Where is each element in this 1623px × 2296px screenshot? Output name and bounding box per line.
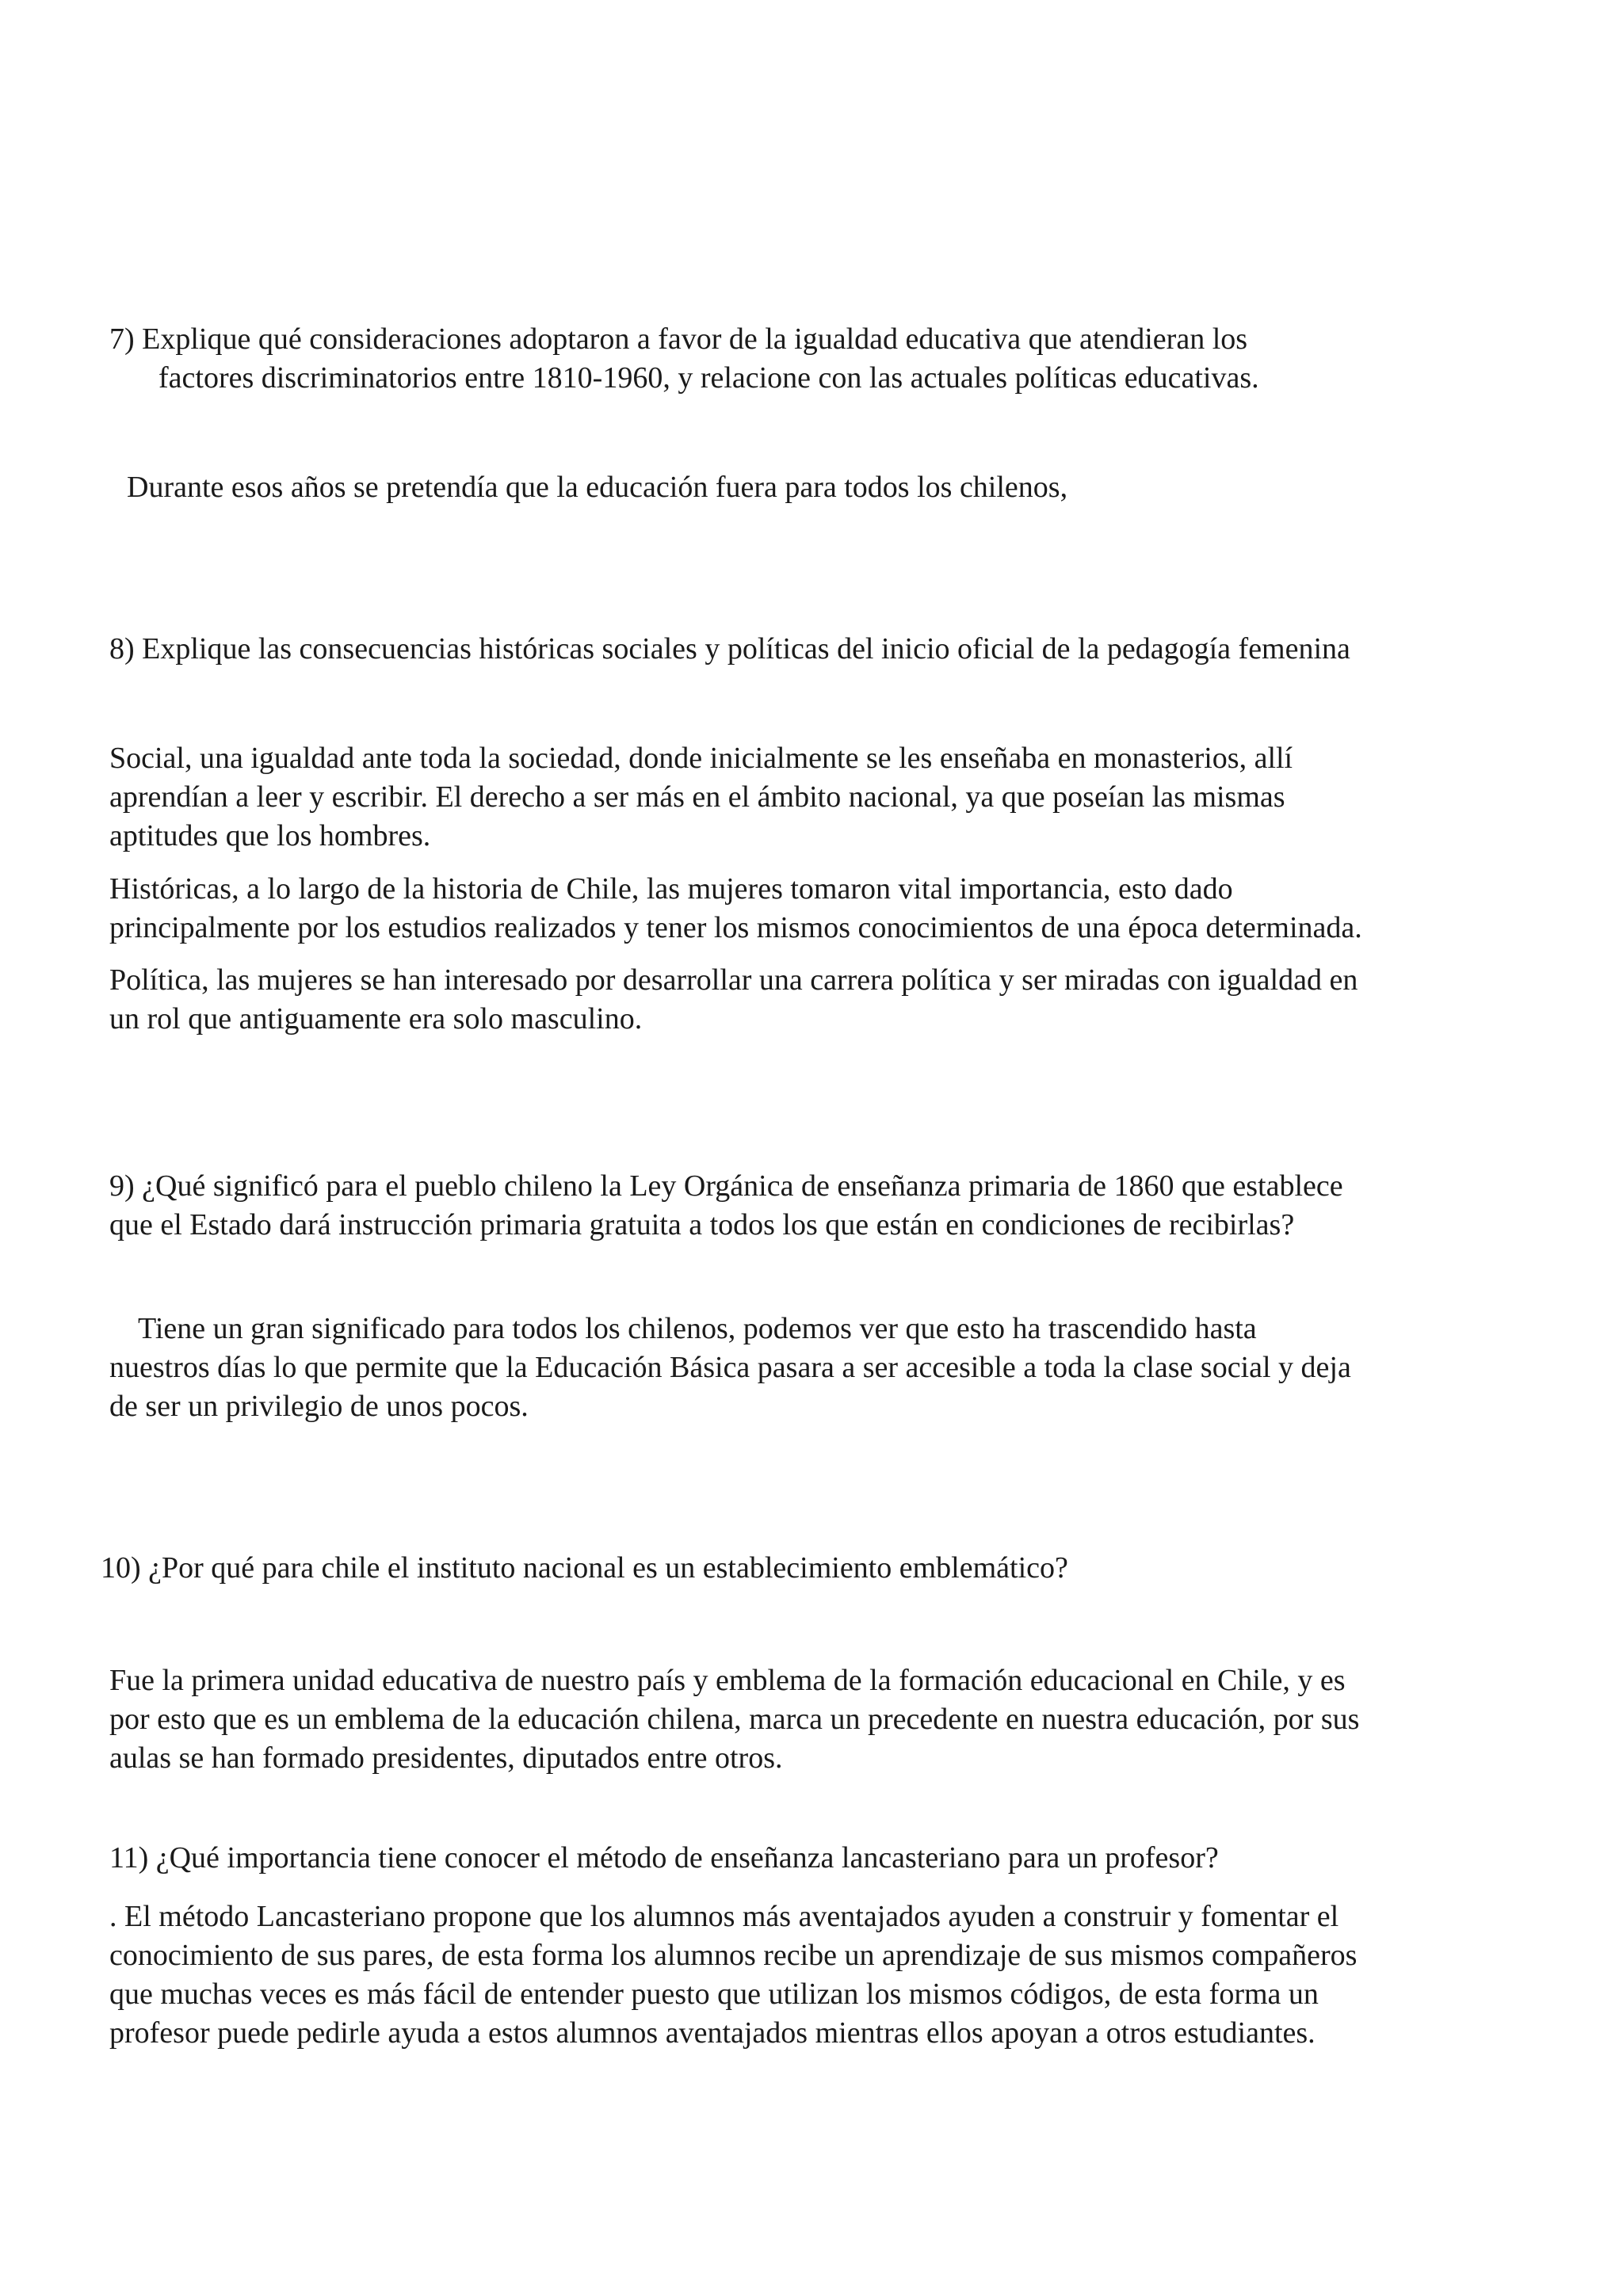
line: por esto que es un emblema de la educación chilena, marca un precedente en nuestra educación, por sus <box>109 1703 1360 1736</box>
line: Fue la primera unidad educativa de nuestro país y emblema de la formación educacional en Chile, y es <box>109 1664 1346 1697</box>
answer-11 <box>109 1897 1357 2053</box>
question-9 <box>109 1167 1343 1245</box>
line: que muchas veces es más fácil de entender puesto que utilizan los mismos códigos, de esta forma un <box>109 1978 1319 2011</box>
line: aprendían a leer y escribir. El derecho a ser más en el ámbito nacional, ya que poseían las mismas <box>109 780 1285 814</box>
question-11 <box>109 1839 1219 1878</box>
answer-7 <box>127 468 1067 507</box>
line: nuestros días lo que permite que la Educación Básica pasara a ser accesible a toda la clase social y deja <box>109 1351 1351 1384</box>
line: 8) Explique las consecuencias históricas sociales y políticas del inicio oficial de la pedagogía femenina <box>109 632 1350 666</box>
line: . El método Lancasteriano propone que los alumnos más aventajados ayuden a construir y fomentar el <box>109 1900 1339 1933</box>
line: aulas se han formado presidentes, diputados entre otros. <box>109 1741 783 1775</box>
line: Tiene un gran significado para todos los chilenos, podemos ver que esto ha trascendido hasta <box>138 1312 1257 1345</box>
line: Social, una igualdad ante toda la sociedad, donde inicialmente se les enseñaba en monasterios, allí <box>109 742 1293 775</box>
answer-8-social <box>109 739 1293 856</box>
line: 9) ¿Qué significó para el pueblo chileno la Ley Orgánica de enseñanza primaria de 1860 que establece <box>109 1169 1343 1203</box>
line: Política, las mujeres se han interesado por desarrollar una carrera política y ser miradas con igualdad en <box>109 963 1358 997</box>
line: profesor puede pedirle ayuda a estos alumnos aventajados mientras ellos apoyan a otros estudiantes. <box>109 2016 1316 2050</box>
line: 7) Explique qué consideraciones adoptaron a favor de la igualdad educativa que atendieran los <box>109 322 1248 356</box>
line: de ser un privilegio de unos pocos. <box>109 1390 529 1423</box>
answer-10 <box>109 1661 1359 1778</box>
line: principalmente por los estudios realizados y tener los mismos conocimientos de una época determinada. <box>109 911 1362 944</box>
line: factores discriminatorios entre 1810-1960, y relacione con las actuales políticas educativas. <box>158 361 1259 395</box>
answer-8-historicas <box>109 870 1362 948</box>
line: que el Estado dará instrucción primaria gratuita a todos los que están en condiciones de recibirlas? <box>109 1208 1295 1241</box>
line: conocimiento de sus pares, de esta forma los alumnos recibe un aprendizaje de sus mismos compañeros <box>109 1939 1358 1972</box>
line: Durante esos años se pretendía que la educación fuera para todos los chilenos, <box>127 471 1068 504</box>
line: aptitudes que los hombres. <box>109 819 431 852</box>
answer-9 <box>109 1310 1351 1426</box>
line: Históricas, a lo largo de la historia de Chile, las mujeres tomaron vital importancia, esto dado <box>109 872 1233 906</box>
line: 11) ¿Qué importancia tiene conocer el método de enseñanza lancasteriano para un profesor? <box>109 1841 1219 1875</box>
answer-8-politica <box>109 961 1358 1039</box>
line: 10) ¿Por qué para chile el instituto nacional es un establecimiento emblemático? <box>101 1551 1068 1585</box>
question-8 <box>109 630 1350 669</box>
question-10 <box>101 1549 1068 1588</box>
line: un rol que antiguamente era solo masculino. <box>109 1002 643 1035</box>
question-7 <box>109 320 1259 398</box>
